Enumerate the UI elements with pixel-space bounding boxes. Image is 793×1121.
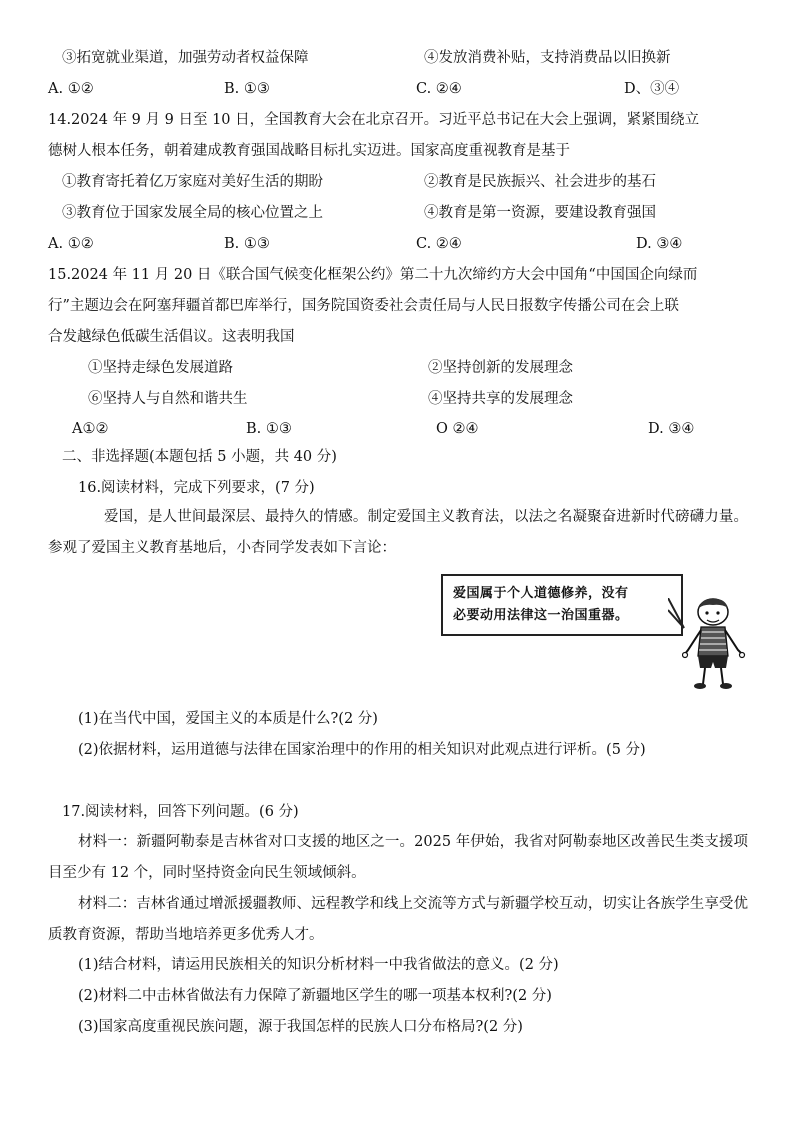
q16-sub-question-2: (2)依据材料，运用道德与法律在国家治理中的作用的相关知识对此观点进行评析。(5 分) — [78, 742, 646, 758]
q14-choice-a: A. ①② — [48, 236, 94, 252]
speech-bubble — [441, 574, 683, 636]
q16-material: 爱国，是人世间最深层、最持久的情感。制定爱国主义教育法，以法之名凝聚奋进新时代磅礴力量。参观了爱国主义教育基地后，小杏同学发表如下言论： — [48, 509, 748, 556]
q15-option-item-2: ②坚持创新的发展理念 — [428, 360, 573, 376]
q13-choice-c: C. ②④ — [416, 81, 462, 97]
q17-title: 17.阅读材料，回答下列问题。(6 分) — [62, 804, 299, 820]
speech-line-2: 必要动用法律这一治国重器。 — [453, 608, 629, 623]
q17-sub-question-2: (2)材料二中击林省做法有力保障了新疆地区学生的哪一项基本权利?(2 分) — [78, 988, 552, 1004]
q15-stem-line-3: 合发越绿色低碳生活倡议。这表明我国 — [48, 329, 295, 345]
q14-option-item-2: ②教育是民族振兴、社会进步的基石 — [424, 174, 656, 190]
q14-option-item-4: ④教育是第一资源，要建设教育强国 — [424, 205, 656, 221]
q16-sub-question-1: (1)在当代中国，爱国主义的本质是什么?(2 分) — [78, 711, 378, 727]
q17-material-2: 材料二：吉林省通过增派援疆教师、远程教学和线上交流等方式与新疆学校互动，切实让各族学生享受优质教育资源，帮助当地培养更多优秀人才。 — [48, 896, 748, 943]
q14-choice-c: C. ②④ — [416, 236, 462, 252]
speech-line-1: 爱国属于个人道德修养，没有 — [453, 586, 629, 601]
q13-option-item-3: ③拓宽就业渠道，加强劳动者权益保障 — [62, 50, 309, 66]
q17-sub-question-3: (3)国家高度重视民族问题，源于我国怎样的民族人口分布格局?(2 分) — [78, 1019, 523, 1035]
q13-option-item-4: ④发放消费补贴，支持消费品以旧换新 — [424, 50, 671, 66]
section-2-heading: 二、非选择题(本题包括 5 小题，共 40 分) — [62, 449, 337, 465]
q14-stem-line-1: 14.2024 年 9 月 9 日至 10 日，全国教育大会在北京召开。习近平总书记在大会上强调，紧紧围绕立 — [48, 112, 700, 128]
q15-choice-a: A①② — [72, 421, 109, 437]
q14-option-item-3: ③教育位于国家发展全局的核心位置之上 — [62, 205, 323, 221]
q14-choice-d: D. ③④ — [636, 236, 683, 252]
q15-option-item-4: ④坚持共享的发展理念 — [428, 391, 573, 407]
q13-choice-d: D、③④ — [624, 81, 680, 97]
q15-choice-b: B. ①③ — [246, 421, 292, 437]
q15-stem-line-1: 15.2024 年 11 月 20 日《联合国气候变化框架公约》第二十九次缔约方大会中国角“中国国企向绿而 — [48, 267, 698, 283]
q15-choice-c: O ②④ — [436, 421, 479, 437]
q14-stem-line-2: 德树人根本任务，朝着建成教育强国战略目标扎实迈进。国家高度重视教育是基于 — [48, 143, 570, 159]
q13-choice-b: B. ①③ — [224, 81, 270, 97]
q15-stem-line-2: 行”主题边会在阿塞拜疆首都巴库举行，国务院国资委社会责任局与人民日报数字传播公司在会上联 — [48, 298, 679, 314]
q17-sub-question-1: (1)结合材料，请运用民族相关的知识分析材料一中我省做法的意义。(2 分) — [78, 957, 559, 973]
q16-title: 16.阅读材料，完成下列要求，(7 分) — [78, 480, 315, 496]
q15-option-item-1: ①坚持走绿色发展道路 — [88, 360, 233, 376]
q14-option-item-1: ①教育寄托着亿万家庭对美好生活的期盼 — [62, 174, 323, 190]
student-cartoon-figure — [682, 596, 746, 692]
q17-material-1: 材料一：新疆阿勒泰是吉林省对口支援的地区之一。2025 年伊始，我省对阿勒泰地区改善民生类支援项目至少有 12 个，同时坚持资金向民生领域倾斜。 — [48, 834, 748, 881]
q13-choice-a: A. ①② — [48, 81, 94, 97]
q14-choice-b: B. ①③ — [224, 236, 270, 252]
q15-choice-d: D. ③④ — [648, 421, 695, 437]
q15-option-item-3: ⑥坚持人与自然和谐共生 — [88, 391, 248, 407]
